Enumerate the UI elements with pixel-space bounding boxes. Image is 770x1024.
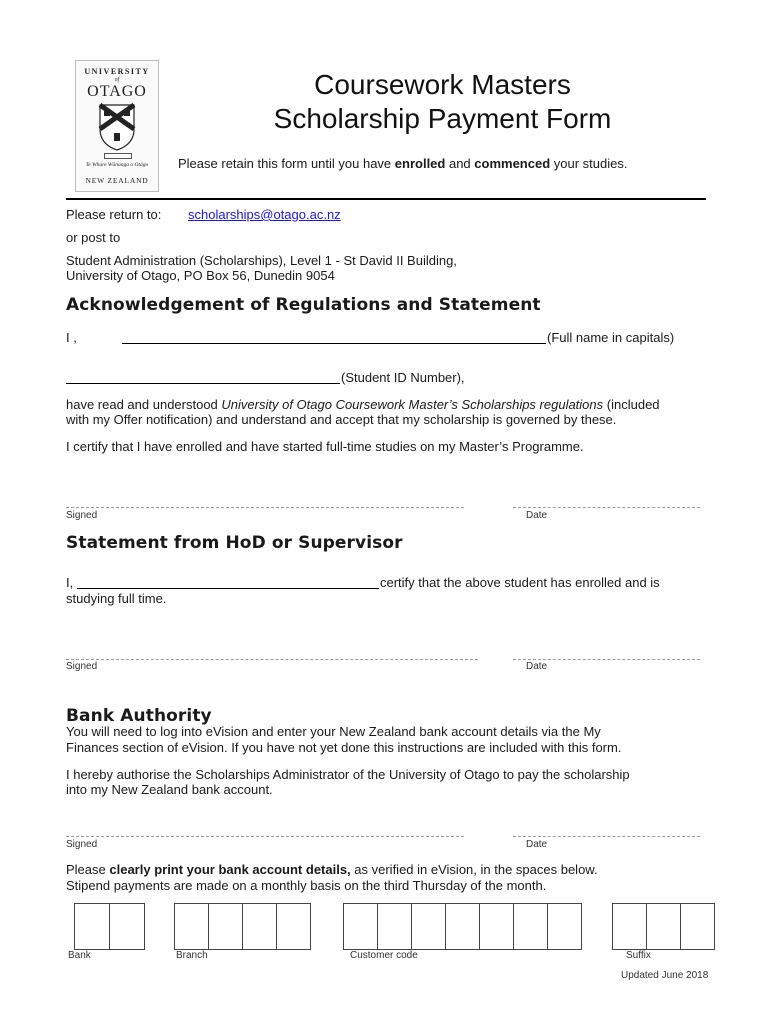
retain-notice: Please retain this form until you have enrolled and commenced your studies. (178, 156, 628, 171)
customer-digit-box[interactable] (548, 904, 581, 949)
logo-of-text: of (114, 77, 120, 83)
updated-date: Updated June 2018 (621, 970, 709, 981)
bank-code-boxes (74, 903, 145, 950)
branch-digit-box[interactable] (277, 904, 310, 949)
page-title (175, 68, 710, 136)
stipend-note: Stipend payments are made on a monthly basis on the third Thursday of the month. (66, 878, 547, 893)
ack-date-label: Date (526, 510, 548, 521)
title-line-1: Coursework Masters (314, 69, 571, 100)
customer-digit-box[interactable] (514, 904, 548, 949)
studentid-label: (Student ID Number), (341, 370, 465, 385)
bank-digit-box[interactable] (110, 904, 144, 949)
ack-signed-label: Signed (66, 510, 98, 521)
customer-digit-box[interactable] (412, 904, 446, 949)
branch-box-label: Branch (176, 950, 208, 961)
bank-box-label: Bank (68, 950, 91, 961)
university-logo (75, 60, 159, 192)
ack-paragraph-line-1: have read and understood University of Otago Coursework Master’s Scholarships regulations (included (66, 397, 660, 412)
branch-digit-box[interactable] (209, 904, 243, 949)
bank-para1-line-2: Finances section of eVision. If you have not yet done this instructions are included with this form. (66, 740, 622, 755)
logo-university-text: UNIVERSITY (84, 67, 150, 76)
return-label: Please return to: (66, 207, 162, 222)
email-link[interactable]: scholarships@otago.ac.nz (188, 207, 341, 222)
fullname-label: (Full name in capitals) (547, 330, 675, 345)
suffix-digit-box[interactable] (647, 904, 681, 949)
bank-signature-line[interactable] (66, 836, 464, 837)
logo-scroll (104, 153, 132, 159)
logo-motto: Te Whare Wānanga o Otāgo (85, 162, 149, 168)
logo-country: NEW ZEALAND (85, 176, 149, 185)
branch-digit-box[interactable] (175, 904, 209, 949)
ack-certify: I certify that I have enrolled and have started full-time studies on my Master’s Programme. (66, 439, 584, 454)
hod-date-line[interactable] (513, 659, 700, 660)
studentid-line[interactable] (66, 383, 340, 384)
hod-signed-label: Signed (66, 661, 98, 672)
customer-digit-box[interactable] (378, 904, 412, 949)
shield-crest-icon (98, 103, 136, 151)
hod-name-line[interactable] (77, 588, 379, 589)
ack-paragraph-line-2: with my Offer notification) and understand and accept that my scholarship is governed by these. (66, 412, 617, 427)
or-post-label: or post to (66, 230, 121, 245)
suffix-boxes (612, 903, 715, 950)
hod-heading: Statement from HoD or Supervisor (66, 533, 403, 553)
header-divider (66, 198, 706, 200)
bank-para2-line-1: I hereby authorise the Scholarships Administrator of the University of Otago to pay the scholarship (66, 767, 630, 782)
customer-digit-box[interactable] (480, 904, 514, 949)
bank-date-line[interactable] (513, 836, 700, 837)
customer-digit-box[interactable] (446, 904, 480, 949)
branch-code-boxes (174, 903, 311, 950)
hod-signature-line[interactable] (66, 659, 478, 660)
ack-i-label: I , (66, 330, 77, 345)
fullname-line[interactable] (122, 343, 546, 344)
hod-certify-text: certify that the above student has enrolled and is (380, 575, 660, 590)
ack-heading: Acknowledgement of Regulations and Statement (66, 295, 541, 315)
customer-digit-box[interactable] (344, 904, 378, 949)
print-details-instruction: Please clearly print your bank account details, as verified in eVision, in the spaces below. (66, 862, 598, 877)
ack-signature-line[interactable] (66, 507, 464, 508)
title-line-2: Scholarship Payment Form (273, 103, 612, 134)
hod-line-2: studying full time. (66, 591, 167, 606)
customer-box-label: Customer code (350, 950, 418, 961)
suffix-digit-box[interactable] (613, 904, 647, 949)
bank-para1-line-1: You will need to log into eVision and enter your New Zealand bank account details via the My (66, 724, 601, 739)
customer-code-boxes (343, 903, 582, 950)
hod-date-label: Date (526, 661, 548, 672)
address-line-2: University of Otago, PO Box 56, Dunedin 9054 (66, 268, 335, 283)
bank-signed-label: Signed (66, 839, 98, 850)
bank-date-label: Date (526, 839, 548, 850)
bank-digit-box[interactable] (75, 904, 110, 949)
hod-i-label: I, (66, 575, 74, 590)
bank-para2-line-2: into my New Zealand bank account. (66, 782, 273, 797)
address-line-1: Student Administration (Scholarships), Level 1 - St David II Building, (66, 253, 457, 268)
branch-digit-box[interactable] (243, 904, 277, 949)
ack-date-line[interactable] (513, 507, 700, 508)
suffix-digit-box[interactable] (681, 904, 714, 949)
logo-otago-text: OTAGO (87, 83, 147, 100)
bank-heading: Bank Authority (66, 706, 212, 726)
suffix-box-label: Suffix (626, 950, 651, 961)
